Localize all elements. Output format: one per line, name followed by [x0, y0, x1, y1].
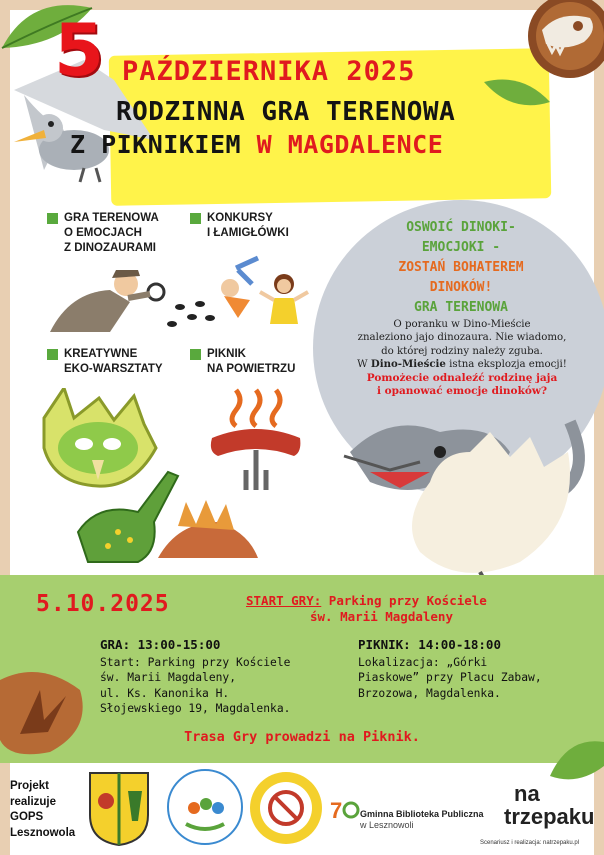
activity-workshops — [64, 347, 163, 377]
start-location: Parking przy Kościele — [321, 593, 487, 608]
desc-line — [324, 358, 600, 371]
activity-line: PIKNIK — [207, 348, 246, 360]
schedule-line: ul. Ks. Kanonika H. — [100, 686, 230, 700]
game-start — [246, 593, 487, 625]
owner-line: Lesznowola — [10, 826, 76, 839]
owner-line: GOPS — [10, 811, 44, 823]
activity-line: NA POWIETRZU — [207, 363, 296, 375]
schedule-line: Start: Parking przy Kościele — [100, 655, 291, 669]
activity-field-game — [64, 211, 159, 256]
svg-text:7: 7 — [330, 798, 343, 822]
partnership-logo — [248, 770, 324, 846]
day-number: 5 — [54, 8, 105, 92]
dino-egg-icon — [330, 412, 600, 592]
game-description — [324, 318, 600, 398]
activity-picnic — [207, 347, 295, 377]
owner-line: realizuje — [10, 795, 57, 808]
kids-icon — [208, 248, 318, 338]
activity-line: EKO-WARSZTATY — [64, 363, 163, 375]
gops-logo — [166, 768, 244, 846]
schedule-line: św. Marii Magdaleny, — [100, 671, 237, 684]
footprint-fossil-icon — [0, 660, 90, 760]
detective-icon — [40, 262, 220, 342]
brand-trzepaku: trzepaku — [504, 804, 595, 829]
event-title-line2 — [70, 130, 443, 159]
activity-line: GRA TERENOWA — [64, 212, 159, 224]
desc-line: do której rodziny należy zguba. — [381, 345, 543, 357]
desc-part: istna eksplozja emocji! — [445, 359, 567, 371]
bullet-square-icon — [47, 349, 58, 360]
start-label: START GRY: — [246, 593, 322, 608]
project-owner — [10, 779, 75, 841]
bullet-square-icon — [190, 349, 201, 360]
desc-line: O poranku w Dino-Mieście — [393, 319, 531, 330]
activity-line: Z DINOZAURAMI — [64, 242, 156, 254]
library-anniversary-logo — [330, 796, 360, 822]
schedule-line: Lokalizacja: „Górki — [358, 655, 488, 669]
activity-line: KONKURSY — [207, 212, 273, 224]
activity-line: O EMOCJACH — [64, 227, 142, 239]
credits: Scenariusz i realizacja: natrzepaku.pl — [480, 840, 580, 846]
brand-na: na — [514, 781, 540, 806]
game-time: GRA: 13:00-15:00 — [100, 637, 221, 652]
question-line: i opanować emocje dinoków? — [376, 385, 548, 398]
title-part-b: W MAGDALENCE — [256, 130, 444, 159]
activity-line: KREATYWNE — [64, 348, 138, 360]
picnic-time: PIKNIK: 14:00-18:00 — [358, 637, 501, 652]
picnic-schedule — [358, 637, 598, 701]
month-year: PAŹDZIERNIKA 2025 — [122, 56, 416, 87]
headline-line: OSWOIĆ DINOKI- — [406, 220, 516, 235]
schedule-line: Piaskowe” przy Placu Zabaw, — [358, 671, 542, 684]
question-line: Pomożecie odnaleźć rodzinę jaja — [366, 371, 558, 384]
clay-dinosaurs-icon — [58, 462, 268, 580]
event-title-line1: RODZINNA GRA TERENOWA — [116, 97, 456, 127]
headline-line: GRA TERENOWA — [414, 300, 508, 315]
headline-line: DINOKÓW! — [429, 280, 493, 295]
route-note: Trasa Gry prowadzi na Piknik. — [184, 729, 420, 745]
bullet-square-icon — [47, 213, 58, 224]
owner-line: Projekt — [10, 780, 49, 792]
schedule-line: Słojewskiego 19, Magdalenka. — [100, 702, 291, 715]
game-headline — [318, 218, 604, 318]
headline-line: EMOCJOKI - — [421, 240, 501, 255]
schedule-line: Brzozowa, Magdalenka. — [358, 686, 501, 700]
title-part-a: Z PIKNIKIEM — [70, 130, 257, 159]
activity-line: I ŁAMIGŁÓWKI — [207, 227, 289, 239]
activity-contests — [207, 211, 289, 241]
bullet-square-icon — [190, 213, 201, 224]
coat-of-arms-logo — [88, 771, 150, 847]
desc-part: W — [357, 359, 371, 371]
library-name — [360, 809, 484, 831]
event-date: 5.10.2025 — [36, 591, 170, 617]
library-place: w Lesznowoli — [360, 820, 414, 830]
game-schedule — [100, 637, 350, 717]
library-title: Gminna Biblioteka Publiczna — [360, 809, 484, 819]
desc-part: Dino-Mieście — [370, 358, 446, 371]
leaf-top-right-icon — [482, 72, 552, 117]
desc-line: znaleziono jajo dinozaura. Nie wiadomo, — [357, 332, 567, 344]
start-location: św. Marii Magdaleny — [310, 609, 453, 624]
headline-line: ZOSTAŃ BOHATEREM — [398, 260, 524, 275]
